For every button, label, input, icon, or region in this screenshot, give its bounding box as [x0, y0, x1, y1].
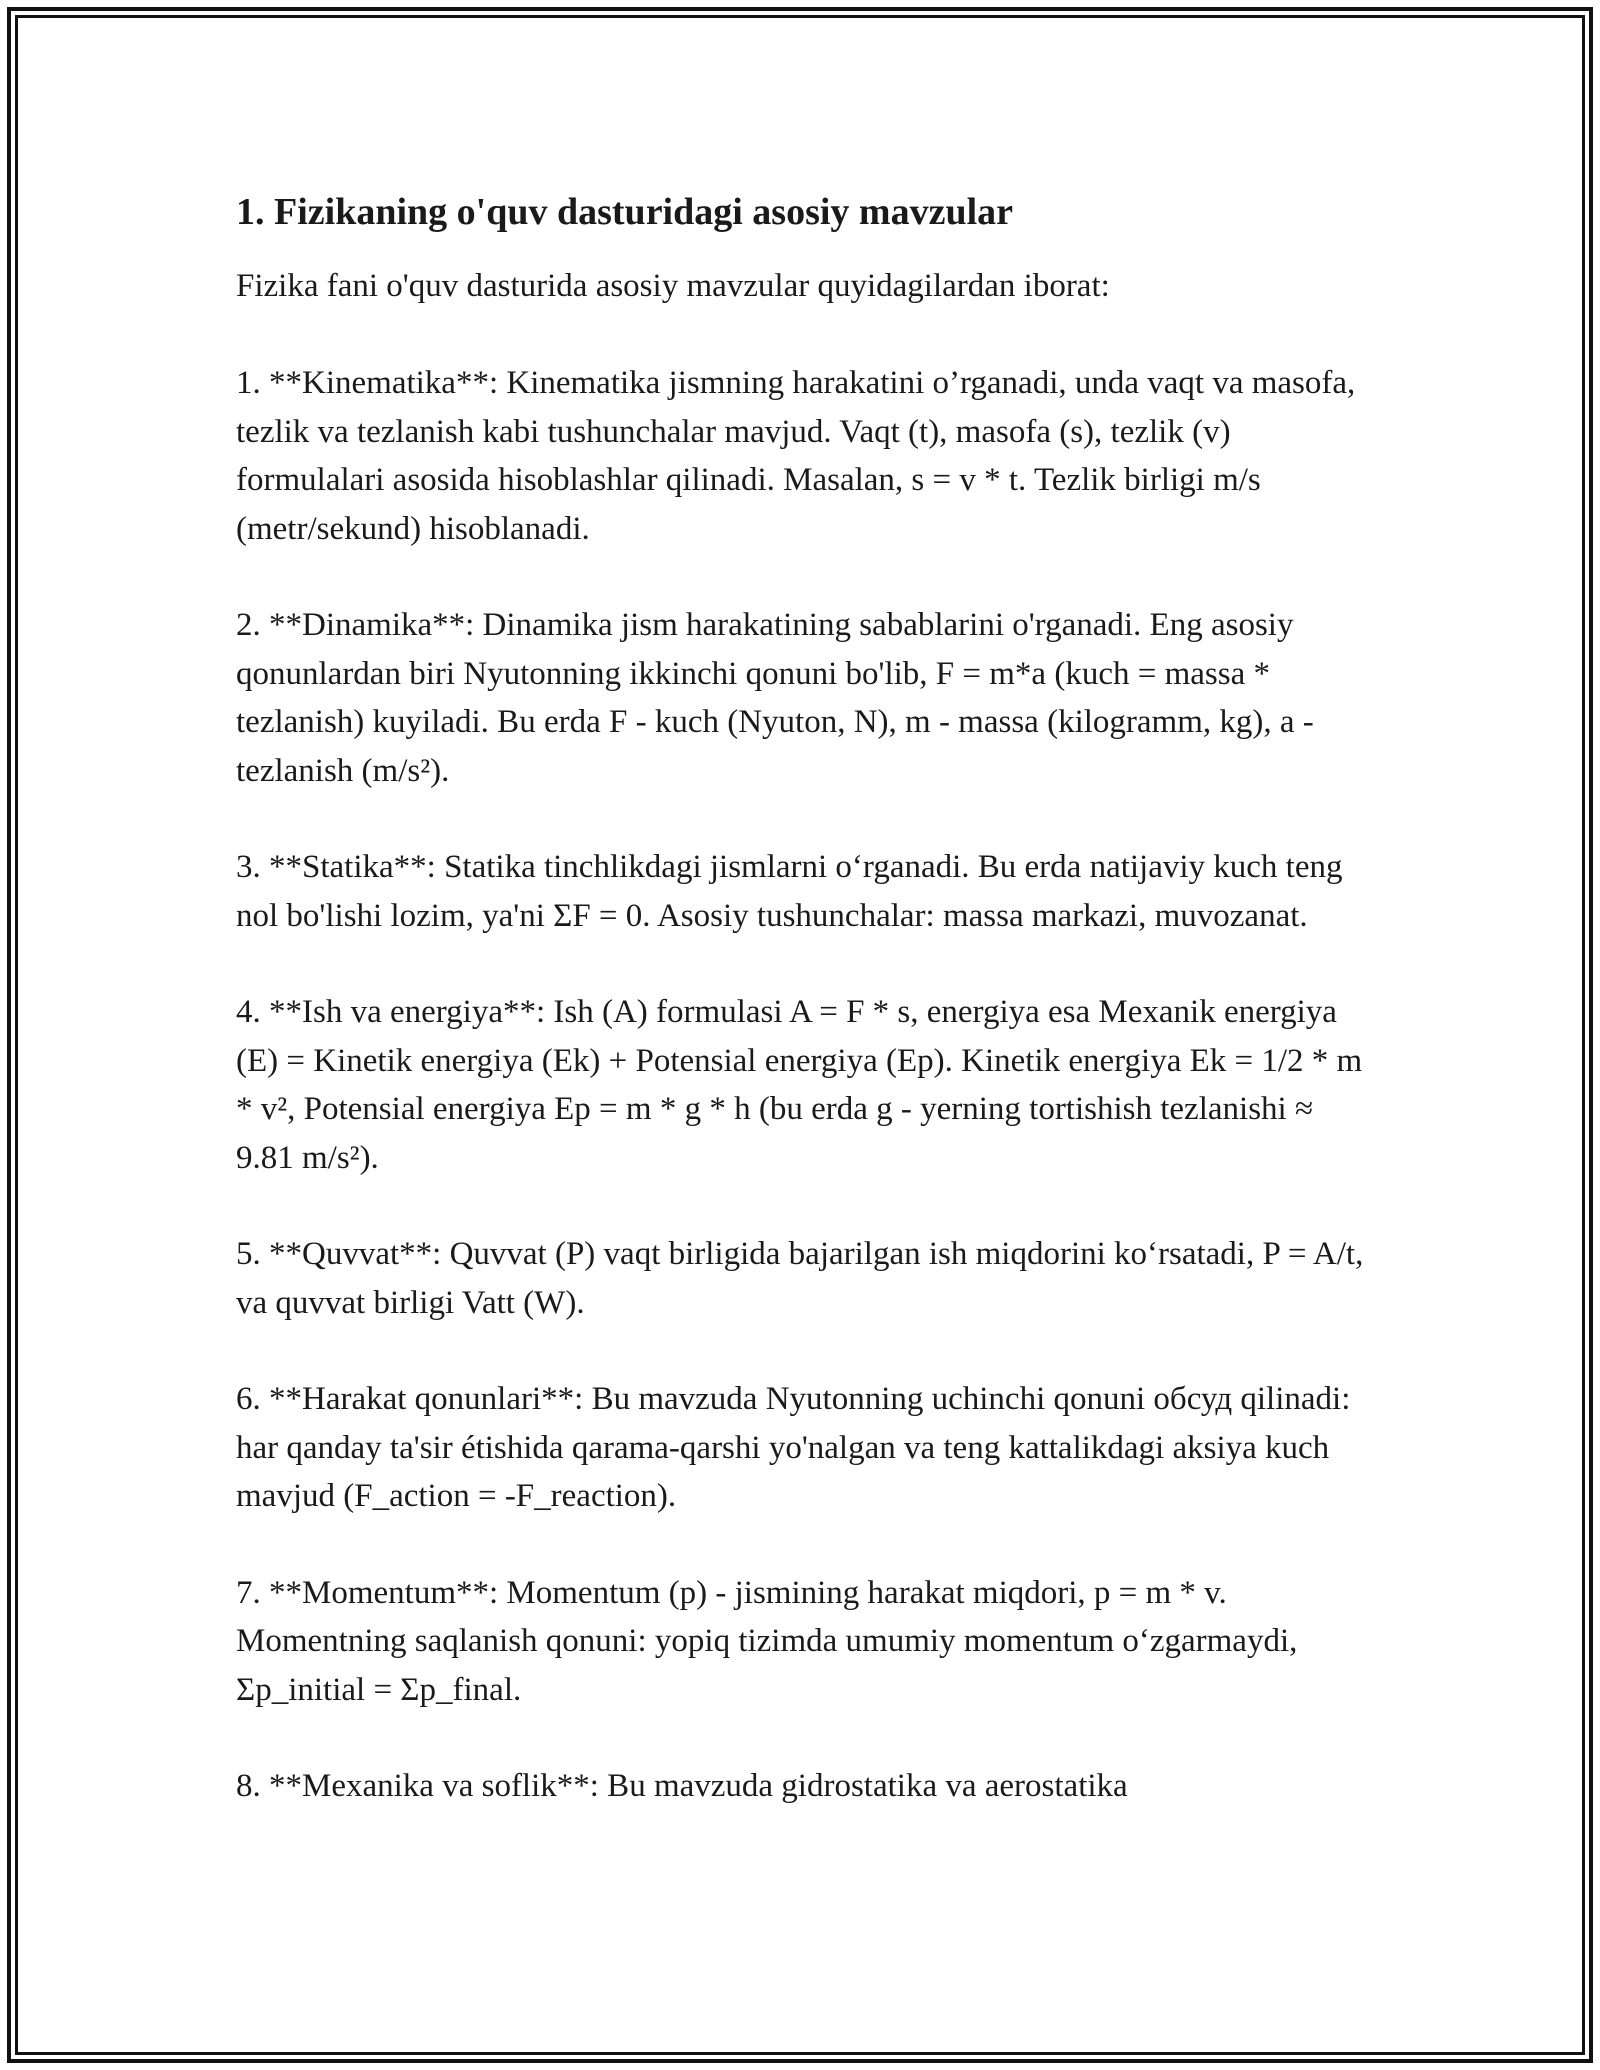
topic-item-momentum: 7. **Momentum**: Momentum (p) - jismining harakat miqdori, p = m * v. Momentning saqlanish qonuni: yopiq tizimda umumiy momentum o‘zgarmaydi, Σp_initial = Σp_final.: [236, 1574, 1298, 1708]
document-body: [236, 186, 1376, 1859]
intro-paragraph: Fizika fani o'quv dasturida asosiy mavzular quyidagilardan iborat:: [236, 268, 1110, 304]
topic-item-ish-va-energiya: 4. **Ish va energiya**: Ish (A) formulasi A = F * s, energiya esa Mexanik energiya (E) = Kinetik energiya (Ek) + Potensial energiya (Ep). Kinetik energiya Ek = 1/2 * m * v², Potensial energiya Ep = m * g * h (bu erda g - yerning tortishish tezlanishi ≈ 9.81 m/s²).: [236, 994, 1363, 1176]
topic-item-statika: 3. **Statika**: Statika tinchlikdagi jismlarni o‘rganadi. Bu erda natijaviy kuch teng nol bo'lishi lozim, ya'ni ΣF = 0. Asosiy tushunchalar: massa markazi, muvozanat.: [236, 849, 1343, 934]
topic-item-quvvat: 5. **Quvvat**: Quvvat (P) vaqt birligida bajarilgan ish miqdorini ko‘rsatadi, P = A/t, va quvvat birligi Vatt (W).: [236, 1236, 1364, 1321]
document-heading: 1. Fizikaning o'quv dasturidagi asosiy mavzular: [236, 191, 1014, 233]
topic-item-harakat-qonunlari: 6. **Harakat qonunlari**: Bu mavzuda Nyutonning uchinchi qonuni обсуд qilinadi: har qanday ta'sir étishida qarama-qarshi yo'nalgan va teng kattalikdagi aksiya kuch mavjud (F_action = -F_reaction).: [236, 1381, 1351, 1514]
topic-item-mexanika-va-soflik: 8. **Mexanika va soflik**: Bu mavzuda gidrostatika va aerostatika: [236, 1768, 1128, 1804]
topic-item-kinematika: 1. **Kinematika**: Kinematika jismning harakatini o’rganadi, unda vaqt va masofa, tezlik va tezlanish kabi tushunchalar mavjud. Vaqt (t), masofa (s), tezlik (v) formulalari asosida hisoblashlar qilinadi. Masalan, s = v * t. Tezlik birligi m/s (metr/sekund) hisoblanadi.: [236, 365, 1356, 547]
topic-item-dinamika: 2. **Dinamika**: Dinamika jism harakatining sabablarini o'rganadi. Eng asosiy qonunlardan biri Nyutonning ikkinchi qonuni bo'lib, F = m*a (kuch = massa * tezlanish) kuyiladi. Bu erda F - kuch (Nyuton, N), m - massa (kilogramm, kg), a - tezlanish (m/s²).: [236, 607, 1314, 789]
